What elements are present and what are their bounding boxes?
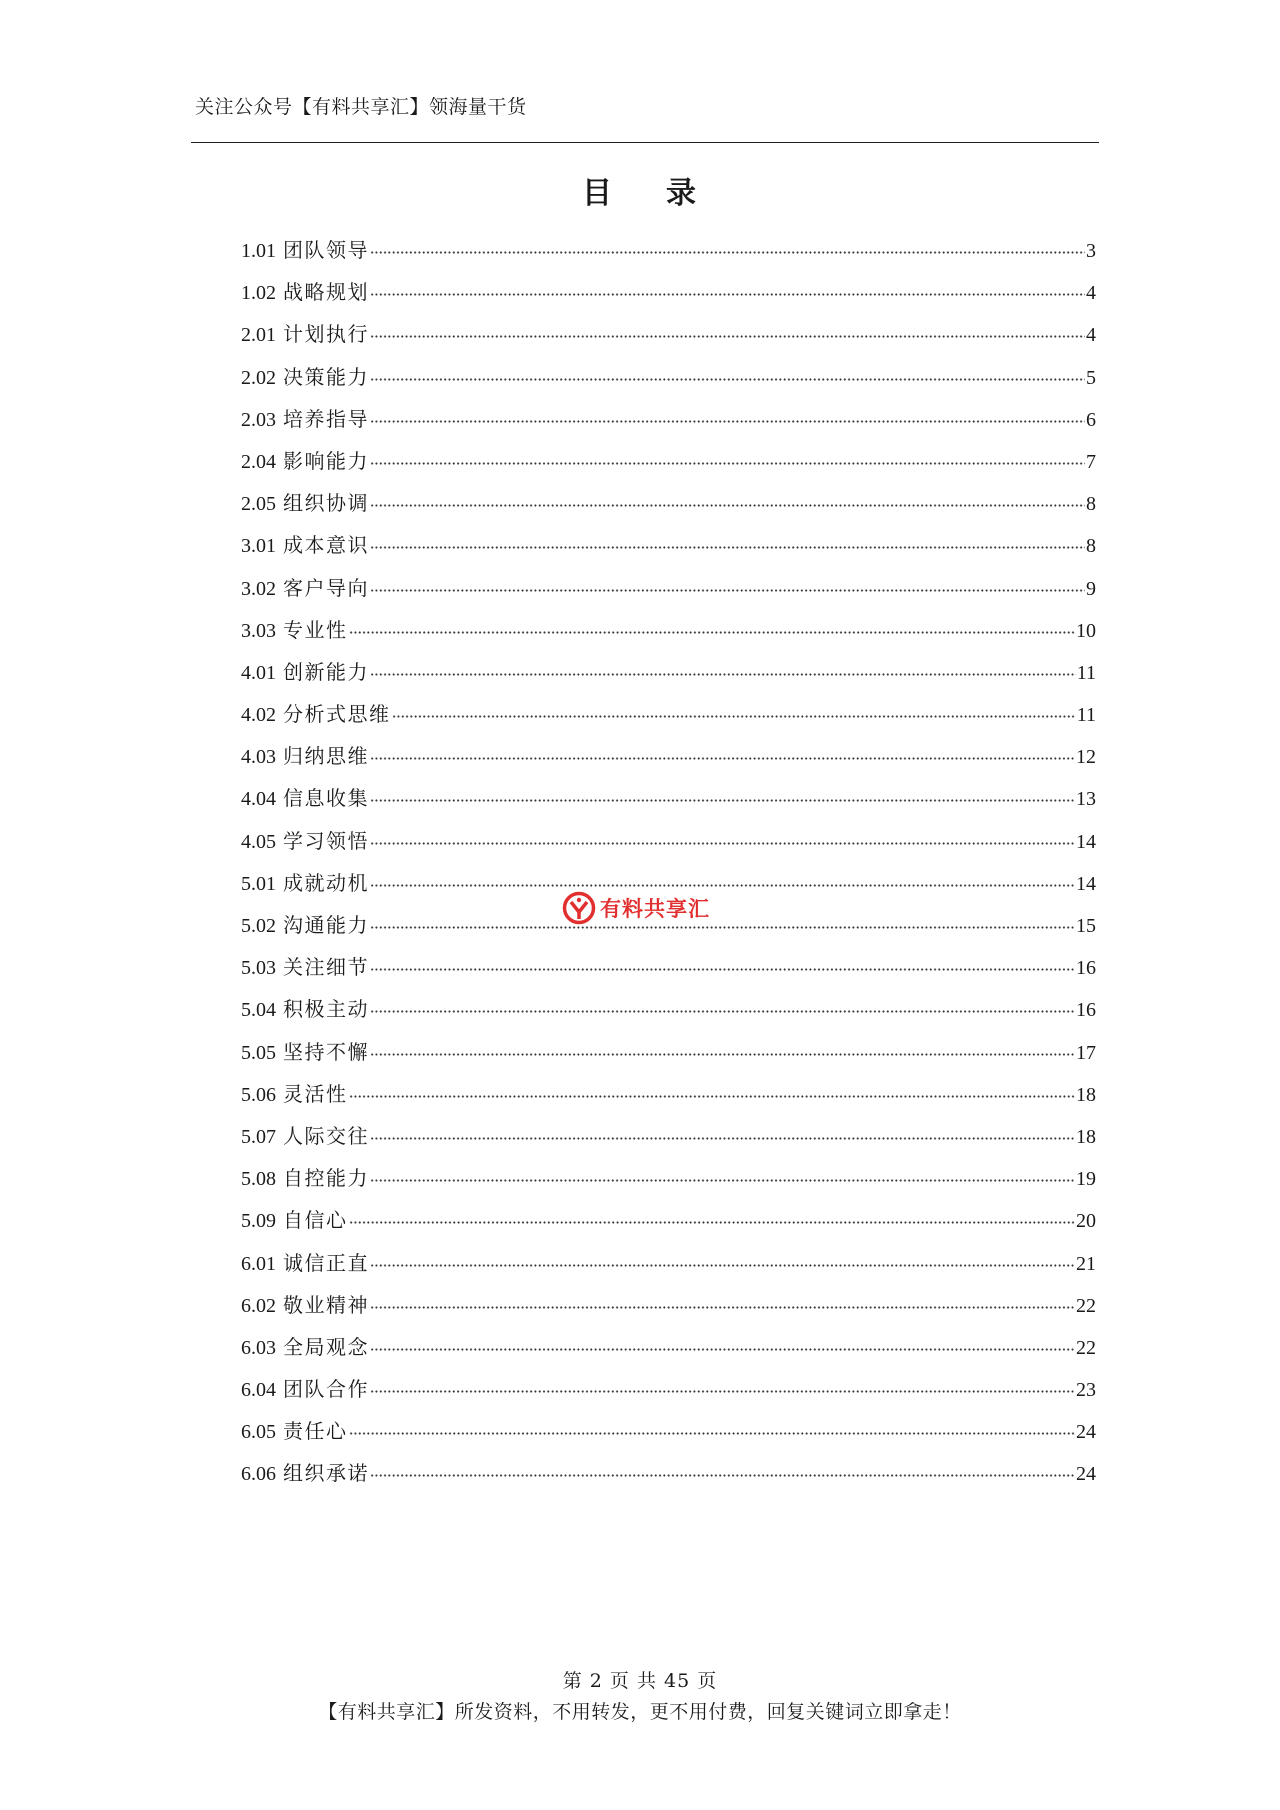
toc-entry-number: 4.05 xyxy=(241,830,276,853)
toc-dot-leader xyxy=(370,504,1085,507)
toc-entry-page: 20 xyxy=(1076,1210,1096,1233)
toc-entry-page: 24 xyxy=(1076,1463,1096,1486)
toc-entry-page: 22 xyxy=(1076,1336,1096,1359)
toc-dot-leader xyxy=(370,546,1085,549)
toc-entry-number: 5.04 xyxy=(241,999,276,1022)
toc-entry-number: 3.01 xyxy=(241,535,276,558)
toc-entry-page: 11 xyxy=(1076,661,1096,684)
toc-dot-leader xyxy=(370,968,1075,971)
toc-entry[interactable] xyxy=(241,229,1096,271)
toc-entry[interactable] xyxy=(241,1157,1096,1199)
toc-dot-leader xyxy=(370,420,1085,423)
toc-entry[interactable] xyxy=(241,1410,1096,1452)
toc-dot-leader xyxy=(370,293,1085,296)
toc-dot-leader xyxy=(370,1474,1075,1477)
toc-entry[interactable] xyxy=(241,1368,1096,1410)
toc-entry-number: 2.03 xyxy=(241,408,276,431)
toc-entry[interactable] xyxy=(241,1284,1096,1326)
toc-entry-number: 4.01 xyxy=(241,661,276,684)
toc-entry-number: 6.06 xyxy=(241,1463,276,1486)
watermark xyxy=(562,891,710,925)
toc-entry-page: 13 xyxy=(1076,788,1096,811)
header-divider xyxy=(191,142,1099,143)
toc-entry-page: 6 xyxy=(1086,408,1096,431)
toc-entry-number: 5.03 xyxy=(241,957,276,980)
toc-dot-leader xyxy=(370,884,1075,887)
toc-entry-number: 2.02 xyxy=(241,366,276,389)
toc-entry-label: 组织承诺 xyxy=(283,1461,369,1486)
toc-entry-label: 全局观念 xyxy=(283,1334,369,1359)
toc-title xyxy=(0,168,1280,212)
toc-dot-leader xyxy=(370,1053,1075,1056)
toc-dot-leader xyxy=(370,462,1085,465)
toc-entry-number: 6.01 xyxy=(241,1252,276,1275)
toc-entry[interactable] xyxy=(241,777,1096,819)
toc-entry-page: 21 xyxy=(1076,1252,1096,1275)
toc-entry-page: 4 xyxy=(1086,324,1096,347)
toc-entry[interactable] xyxy=(241,609,1096,651)
toc-entry-number: 4.04 xyxy=(241,788,276,811)
toc-entry-label: 团队领导 xyxy=(283,238,369,262)
toc-entry[interactable] xyxy=(241,693,1096,735)
toc-entry-label: 专业性 xyxy=(283,617,348,642)
toc-entry-label: 成就动机 xyxy=(283,870,369,895)
toc-entry-label: 灵活性 xyxy=(283,1081,348,1106)
toc-entry[interactable] xyxy=(241,313,1096,355)
toc-entry-label: 学习领悟 xyxy=(283,828,369,853)
toc-entry-page: 7 xyxy=(1086,450,1096,473)
toc-entry-number: 5.02 xyxy=(241,915,276,937)
toc-entry-label: 信息收集 xyxy=(283,786,369,811)
toc-entry[interactable] xyxy=(241,567,1096,609)
toc-entry[interactable] xyxy=(241,651,1096,693)
toc-dot-leader xyxy=(370,378,1085,381)
toc-entry-label: 诚信正直 xyxy=(283,1250,369,1275)
toc-entry-label: 组织协调 xyxy=(283,491,369,516)
toc-dot-leader xyxy=(370,1390,1075,1393)
toc-entry-page: 14 xyxy=(1076,830,1096,853)
toc-entry-number: 6.03 xyxy=(241,1336,276,1359)
toc-entry-number: 3.03 xyxy=(241,619,276,642)
toc-entry-number: 3.02 xyxy=(241,577,276,600)
toc-entry-page: 4 xyxy=(1086,282,1096,305)
toc-dot-leader xyxy=(370,1179,1075,1182)
page-header: 关注公众号【有料共享汇】领海量干货 xyxy=(195,96,527,118)
toc-entry-page: 14 xyxy=(1076,872,1096,895)
toc-entry-page: 18 xyxy=(1076,1083,1096,1106)
toc-entry-label: 创新能力 xyxy=(283,659,369,684)
toc-entry-page: 8 xyxy=(1086,535,1096,558)
brand-logo-icon xyxy=(562,891,596,925)
toc-dot-leader xyxy=(370,757,1075,760)
toc-entry-number: 4.03 xyxy=(241,746,276,769)
toc-entry-label: 归纳思维 xyxy=(283,744,369,769)
toc-entry-label: 分析式思维 xyxy=(283,702,391,727)
toc-entry[interactable] xyxy=(241,271,1096,313)
toc-entry-page: 16 xyxy=(1076,957,1096,980)
toc-entry-label: 沟通能力 xyxy=(283,913,369,937)
toc-entry-page: 19 xyxy=(1076,1168,1096,1191)
toc-dot-leader xyxy=(370,842,1075,845)
toc-entry[interactable] xyxy=(241,820,1096,862)
toc-entry-page: 15 xyxy=(1076,915,1096,937)
toc-entry[interactable] xyxy=(241,1452,1096,1494)
toc-dot-leader xyxy=(349,1221,1076,1224)
toc-entry[interactable] xyxy=(241,1115,1096,1157)
toc-entry-number: 5.09 xyxy=(241,1210,276,1233)
toc-entry[interactable] xyxy=(241,735,1096,777)
toc-entry-number: 6.04 xyxy=(241,1379,276,1402)
toc-entry-label: 成本意识 xyxy=(283,533,369,558)
toc-dot-leader xyxy=(370,251,1085,254)
toc-entry-page: 12 xyxy=(1076,746,1096,769)
toc-dot-leader xyxy=(370,1348,1075,1351)
toc-dot-leader xyxy=(370,926,1075,929)
toc-entry-page: 16 xyxy=(1076,999,1096,1022)
toc-entry-number: 6.02 xyxy=(241,1294,276,1317)
toc-dot-leader xyxy=(370,799,1075,802)
toc-dot-leader xyxy=(370,1010,1075,1013)
toc-entry-page: 23 xyxy=(1076,1379,1096,1402)
toc-entry-label: 培养指导 xyxy=(283,406,369,431)
toc-entry-label: 自信心 xyxy=(283,1208,348,1233)
toc-dot-leader xyxy=(349,1432,1076,1435)
toc-entry-number: 5.06 xyxy=(241,1083,276,1106)
toc-dot-leader xyxy=(370,1137,1075,1140)
toc-entry-label: 关注细节 xyxy=(283,955,369,980)
footer-note: 【有料共享汇】所发资料，不用转发，更不用付费，回复关键词立即拿走！ xyxy=(318,1701,962,1723)
toc-entry-label: 责任心 xyxy=(283,1419,348,1444)
toc-dot-leader xyxy=(392,715,1076,718)
toc-dot-leader xyxy=(370,1306,1075,1309)
toc-entry-page: 10 xyxy=(1076,619,1096,642)
toc-entry-page: 18 xyxy=(1076,1125,1096,1148)
toc-entry-number: 2.01 xyxy=(241,324,276,347)
toc-entry-label: 决策能力 xyxy=(283,364,369,389)
toc-entry-page: 22 xyxy=(1076,1294,1096,1317)
toc-entry-number: 1.01 xyxy=(241,240,276,262)
toc-entry-label: 积极主动 xyxy=(283,997,369,1022)
toc-entry-label: 战略规划 xyxy=(283,280,369,305)
toc-entry-number: 5.07 xyxy=(241,1125,276,1148)
toc-entry-page: 11 xyxy=(1076,704,1096,727)
toc-entry-label: 人际交往 xyxy=(283,1123,369,1148)
toc-entry[interactable] xyxy=(241,946,1096,988)
toc-entry[interactable] xyxy=(241,440,1096,482)
toc-entry-number: 5.01 xyxy=(241,872,276,895)
toc-entry[interactable] xyxy=(241,988,1096,1030)
toc-entry[interactable] xyxy=(241,524,1096,566)
toc-dot-leader xyxy=(370,1264,1075,1267)
toc-entry-number: 5.08 xyxy=(241,1168,276,1191)
toc-entry-label: 客户导向 xyxy=(283,575,369,600)
toc-entry-number: 6.05 xyxy=(241,1421,276,1444)
toc-entry-label: 影响能力 xyxy=(283,448,369,473)
toc-entry-label: 计划执行 xyxy=(283,322,369,347)
toc-dot-leader xyxy=(370,673,1076,676)
toc-entry-page: 8 xyxy=(1086,493,1096,516)
toc-entry-page: 5 xyxy=(1086,366,1096,389)
toc-entry[interactable] xyxy=(241,356,1096,398)
toc-entry-number: 2.04 xyxy=(241,450,276,473)
page-indicator: 第 2 页 共 45 页 xyxy=(562,1670,718,1692)
toc-entry-label: 坚持不懈 xyxy=(283,1039,369,1064)
toc-entry-number: 4.02 xyxy=(241,704,276,727)
table-of-contents xyxy=(241,229,1096,1495)
toc-dot-leader xyxy=(349,631,1076,634)
toc-entry[interactable] xyxy=(241,398,1096,440)
toc-entry-page: 24 xyxy=(1076,1421,1096,1444)
toc-title-char: 目 xyxy=(582,176,614,211)
toc-dot-leader xyxy=(349,1095,1076,1098)
toc-entry-label: 团队合作 xyxy=(283,1377,369,1402)
toc-dot-leader xyxy=(370,335,1085,338)
toc-entry-number: 1.02 xyxy=(241,282,276,305)
toc-entry[interactable] xyxy=(241,1242,1096,1284)
toc-entry-number: 2.05 xyxy=(241,493,276,516)
toc-entry-number: 5.05 xyxy=(241,1041,276,1064)
watermark-text: 有料共享汇 xyxy=(600,897,710,921)
toc-entry-page: 17 xyxy=(1076,1041,1096,1064)
toc-entry-label: 敬业精神 xyxy=(283,1292,369,1317)
toc-entry[interactable] xyxy=(241,1326,1096,1368)
toc-entry-page: 9 xyxy=(1086,577,1096,600)
toc-entry[interactable] xyxy=(241,1073,1096,1115)
toc-dot-leader xyxy=(370,589,1085,592)
toc-entry[interactable] xyxy=(241,482,1096,524)
toc-entry[interactable] xyxy=(241,1199,1096,1241)
toc-entry[interactable] xyxy=(241,1031,1096,1073)
toc-entry-label: 自控能力 xyxy=(283,1166,369,1191)
toc-title-char: 录 xyxy=(666,176,698,211)
toc-entry-page: 3 xyxy=(1086,240,1096,262)
